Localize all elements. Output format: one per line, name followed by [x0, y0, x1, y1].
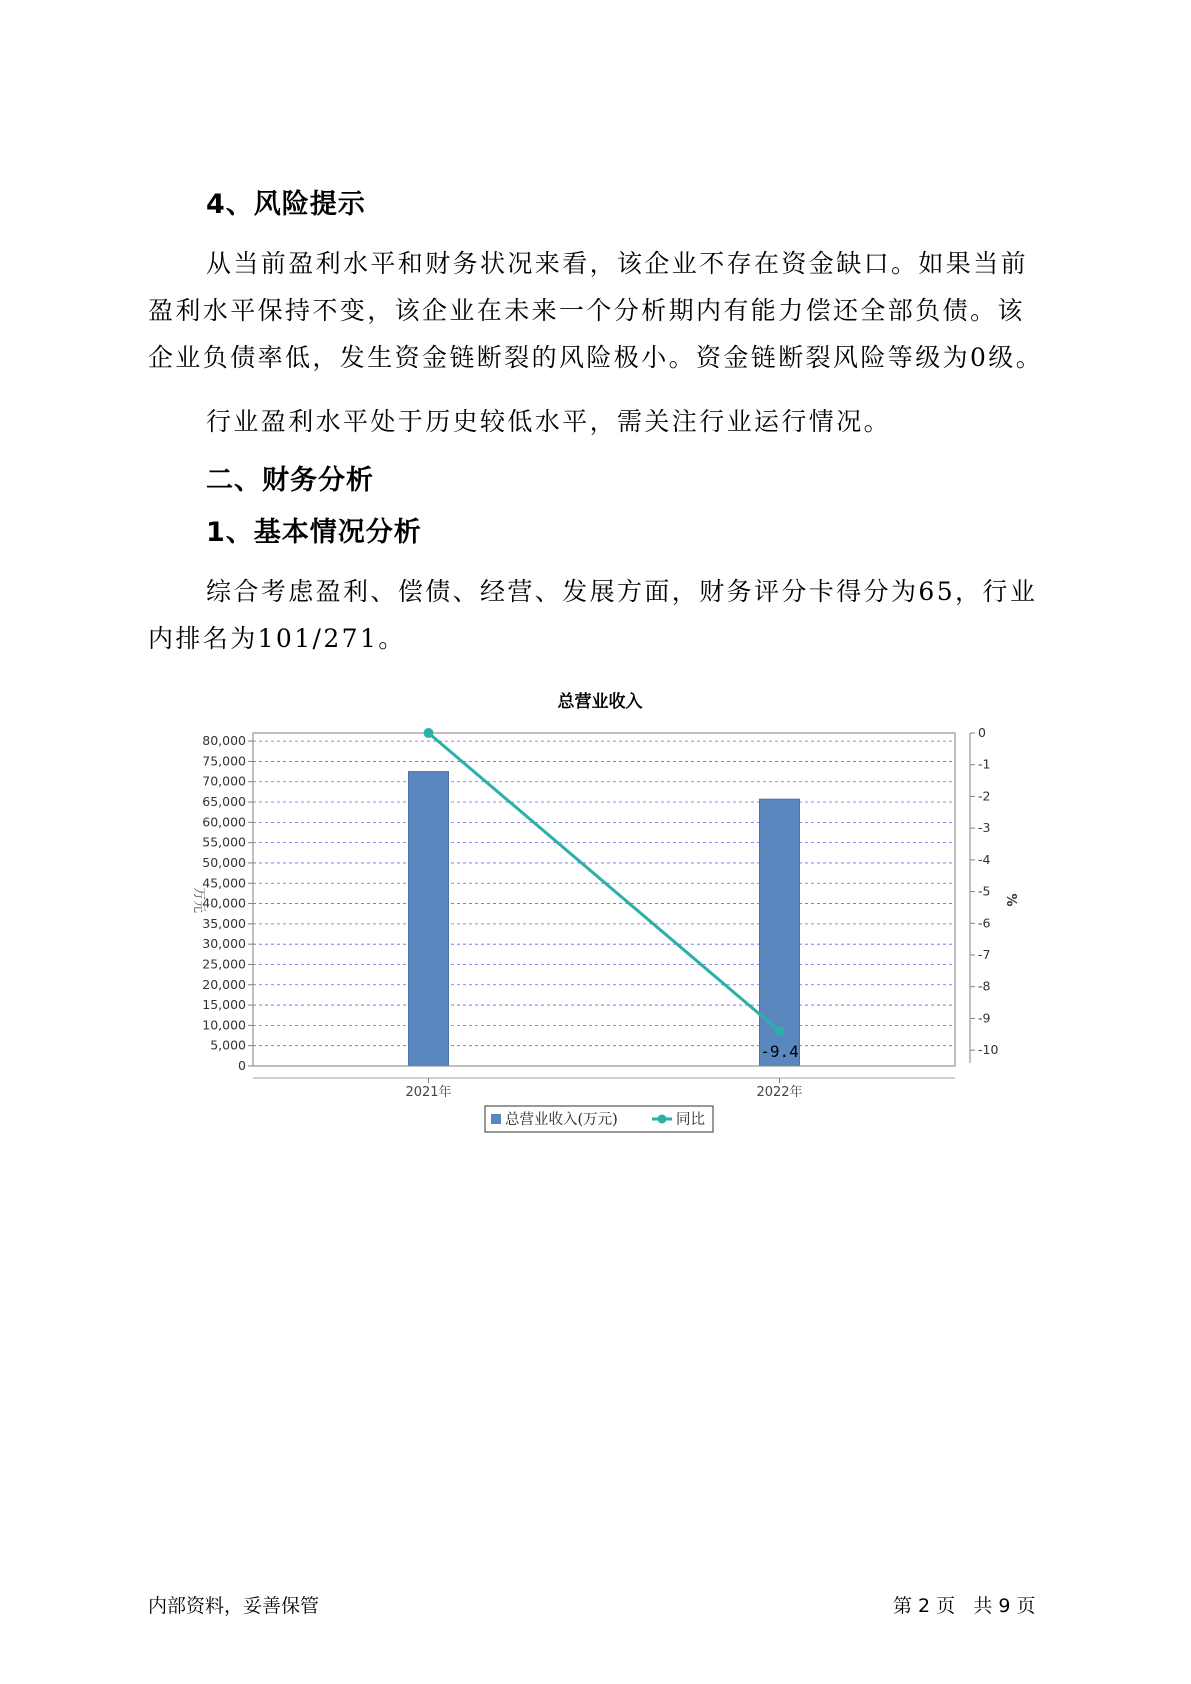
x-tick-label: 2021年	[405, 1085, 452, 1100]
subsection-heading-basic: 1、基本情况分析	[206, 517, 422, 548]
right-tick-label: -1	[978, 756, 991, 772]
industry-paragraph: 行业盈利水平处于历史较低水平，需关注行业运行情况。	[206, 407, 892, 436]
footer-confidential: 内部资料，妥善保管	[148, 1595, 320, 1617]
right-tick-label: -8	[978, 978, 991, 994]
left-tick-label: 40,000	[202, 895, 246, 911]
left-tick-label: 5,000	[210, 1037, 246, 1053]
right-tick-label: -5	[978, 883, 991, 899]
chart-bars	[409, 772, 800, 1066]
left-tick-label: 70,000	[202, 773, 246, 789]
plot-frame	[253, 733, 955, 1066]
right-tick-label: 0	[978, 725, 986, 740]
right-tick-label: -4	[978, 851, 991, 867]
left-tick-label: 75,000	[202, 753, 246, 769]
left-tick-label: 35,000	[202, 915, 246, 931]
section-heading-finance: 二、财务分析	[206, 465, 374, 496]
left-tick-label: 45,000	[202, 875, 246, 891]
left-tick-label: 20,000	[202, 976, 246, 992]
yoy-data-label: -9.4	[760, 1042, 799, 1062]
chart-legend	[485, 1106, 713, 1132]
right-tick-label: -10	[978, 1042, 999, 1058]
right-tick-label: -3	[978, 820, 991, 836]
risk-paragraph: 从当前盈利水平和财务状况来看，该企业不存在资金缺口。如果当前盈利水平保持不变，该企业在未来一个分析期内有能力偿还全部负债。该企业负债率低，发生资金链断裂的风险极小。资金链断裂风险等级为0级。	[148, 249, 1044, 372]
chart-axes	[191, 725, 1018, 1100]
right-tick-label: -7	[978, 947, 991, 962]
section-heading-risk: 4、风险提示	[206, 189, 366, 220]
left-tick-label: 50,000	[202, 854, 246, 870]
x-tick-label: 2022年	[756, 1085, 803, 1100]
left-tick-label: 60,000	[202, 814, 246, 830]
left-tick-label: 25,000	[202, 956, 246, 972]
revenue-bar	[760, 799, 800, 1066]
left-tick-label: 15,000	[202, 997, 246, 1013]
yoy-point	[775, 1026, 785, 1036]
right-tick-label: -9	[978, 1010, 991, 1026]
right-tick-label: -6	[978, 915, 991, 931]
score-paragraph: 综合考虑盈利、偿债、经营、发展方面，财务评分卡得分为65，行业内排名为101/271。	[148, 577, 1038, 653]
yoy-line	[429, 733, 780, 1031]
left-tick-label: 65,000	[202, 794, 246, 810]
right-tick-label: -2	[978, 788, 991, 804]
left-tick-label: 0	[238, 1058, 246, 1073]
yoy-point	[424, 728, 434, 738]
revenue-bar	[409, 772, 449, 1066]
chart-grid	[253, 741, 955, 1046]
legend-label-yoy: 同比	[676, 1112, 705, 1128]
left-tick-label: 10,000	[202, 1017, 246, 1033]
chart-line	[424, 728, 799, 1061]
legend-swatch-marker	[658, 1115, 667, 1124]
right-axis-title: %	[1003, 893, 1018, 907]
left-tick-label: 30,000	[202, 936, 246, 952]
left-tick-label: 55,000	[202, 834, 246, 850]
left-axis-title: 万元	[191, 886, 206, 914]
legend-label-revenue: 总营业收入(万元)	[505, 1112, 618, 1128]
chart-title: 总营业收入	[557, 692, 643, 712]
footer-page-number: 第 2 页 共 9 页	[893, 1595, 1036, 1617]
left-tick-label: 80,000	[202, 733, 246, 749]
legend-swatch-bar	[491, 1114, 501, 1124]
